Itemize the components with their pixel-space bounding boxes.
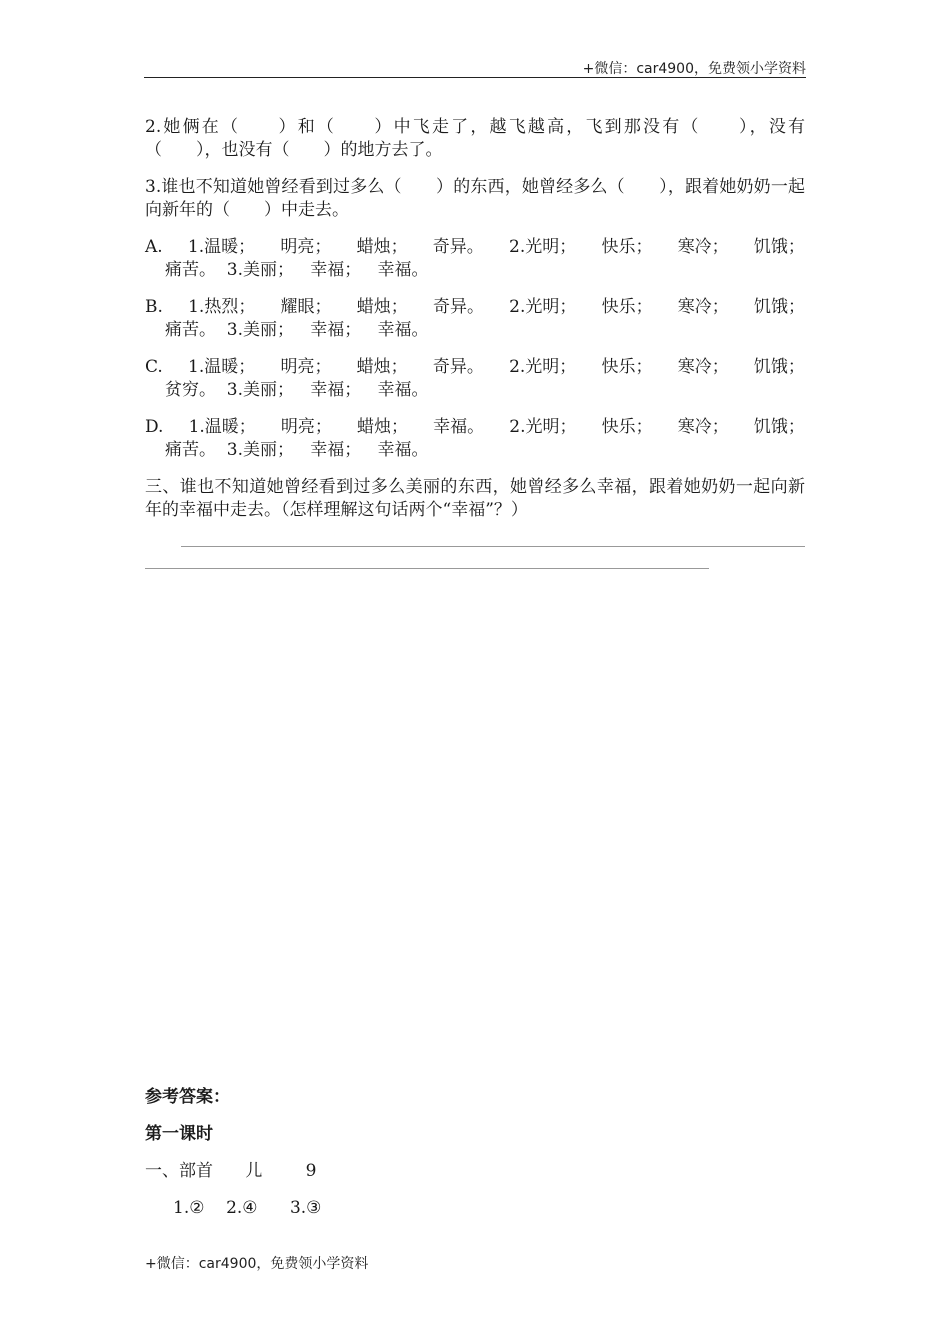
option-token: 明亮； — [280, 357, 332, 377]
answer-row-1: 一、部首 儿 9 — [145, 1161, 317, 1181]
option-token: 蜡烛； — [357, 417, 409, 437]
option-token: 寒冷； — [677, 237, 729, 257]
option-c-line1 — [145, 356, 805, 379]
option-d-line1 — [145, 416, 805, 439]
option-token: 奇异。 — [432, 237, 484, 257]
option-token: 饥饿； — [753, 417, 805, 437]
reference-heading: 参考答案： — [145, 1087, 230, 1107]
option-token: 1.温暖； — [188, 417, 256, 437]
option-token: 明亮； — [280, 237, 332, 257]
option-token: 1.温暖； — [188, 357, 256, 377]
header-rule — [144, 77, 806, 78]
option-token: 快乐； — [601, 237, 653, 257]
option-token: 1.温暖； — [187, 237, 256, 257]
option-token: 饥饿； — [753, 357, 805, 377]
option-token: 寒冷； — [677, 357, 729, 377]
exercise-content — [145, 116, 805, 569]
option-token: 奇异。 — [432, 297, 484, 317]
option-a[interactable] — [145, 236, 805, 282]
option-token: 饥饿； — [753, 237, 805, 257]
option-token: 蜡烛； — [356, 357, 408, 377]
option-token: 快乐； — [601, 297, 653, 317]
option-token: 1.热烈； — [188, 297, 256, 317]
answer-row-2: 1.② 2.④ 3.③ — [173, 1198, 322, 1218]
footer-watermark-text: +微信：car4900，免费领小学资料 — [145, 1256, 369, 1272]
option-token: B. — [145, 297, 163, 317]
reference-answers — [145, 1086, 805, 1234]
option-token: 2.光明； — [509, 237, 577, 257]
option-b-line2: 痛苦。 3.美丽； 幸福； 幸福。 — [165, 320, 429, 340]
option-token: 2.光明； — [509, 297, 577, 317]
option-token: 耀眼； — [280, 297, 332, 317]
option-a-line2: 痛苦。 3.美丽； 幸福； 幸福。 — [165, 260, 429, 280]
answer-line-2[interactable] — [145, 568, 709, 569]
option-token: C. — [145, 357, 163, 377]
option-token: 饥饿； — [754, 297, 805, 317]
option-token: 蜡烛； — [356, 297, 408, 317]
option-d[interactable] — [145, 416, 805, 462]
option-b-line1 — [145, 296, 805, 319]
option-a-line1 — [145, 236, 805, 259]
option-token: 幸福。 — [433, 417, 485, 437]
option-token: D. — [145, 417, 164, 437]
option-token: 寒冷； — [677, 417, 729, 437]
option-token: 快乐； — [601, 417, 653, 437]
question-3: 3.谁也不知道她曾经看到过多么（ ）的东西，她曾经多么（ ），跟着她奶奶一起向新年的（ ）中走去。 — [145, 177, 805, 220]
question-2: 2.她俩在（ ）和（ ）中飞走了，越飞越高，飞到那没有（ ），没有（ ），也没有（ ）的地方去了。 — [145, 117, 805, 160]
option-c-line2: 贫穷。 3.美丽； 幸福； 幸福。 — [165, 380, 429, 400]
option-b[interactable] — [145, 296, 805, 342]
option-token: 寒冷； — [677, 297, 729, 317]
option-token: 2.光明； — [509, 417, 577, 437]
section-3-question: 三、谁也不知道她曾经看到过多么美丽的东西，她曾经多么幸福，跟着她奶奶一起向新年的幸福中走去。（怎样理解这句话两个“幸福”？） — [145, 477, 805, 520]
answer-line-1[interactable] — [181, 546, 805, 547]
option-token: 奇异。 — [432, 357, 484, 377]
option-token: 明亮； — [280, 417, 332, 437]
option-token: 蜡烛； — [356, 237, 408, 257]
option-token: 2.光明； — [509, 357, 577, 377]
option-c[interactable] — [145, 356, 805, 402]
lesson-heading: 第一课时 — [145, 1124, 213, 1144]
option-d-line2: 痛苦。 3.美丽； 幸福； 幸福。 — [165, 440, 429, 460]
header-watermark-text: +微信：car4900，免费领小学资料 — [582, 61, 806, 77]
option-token: A. — [145, 237, 163, 257]
option-token: 快乐； — [601, 357, 653, 377]
